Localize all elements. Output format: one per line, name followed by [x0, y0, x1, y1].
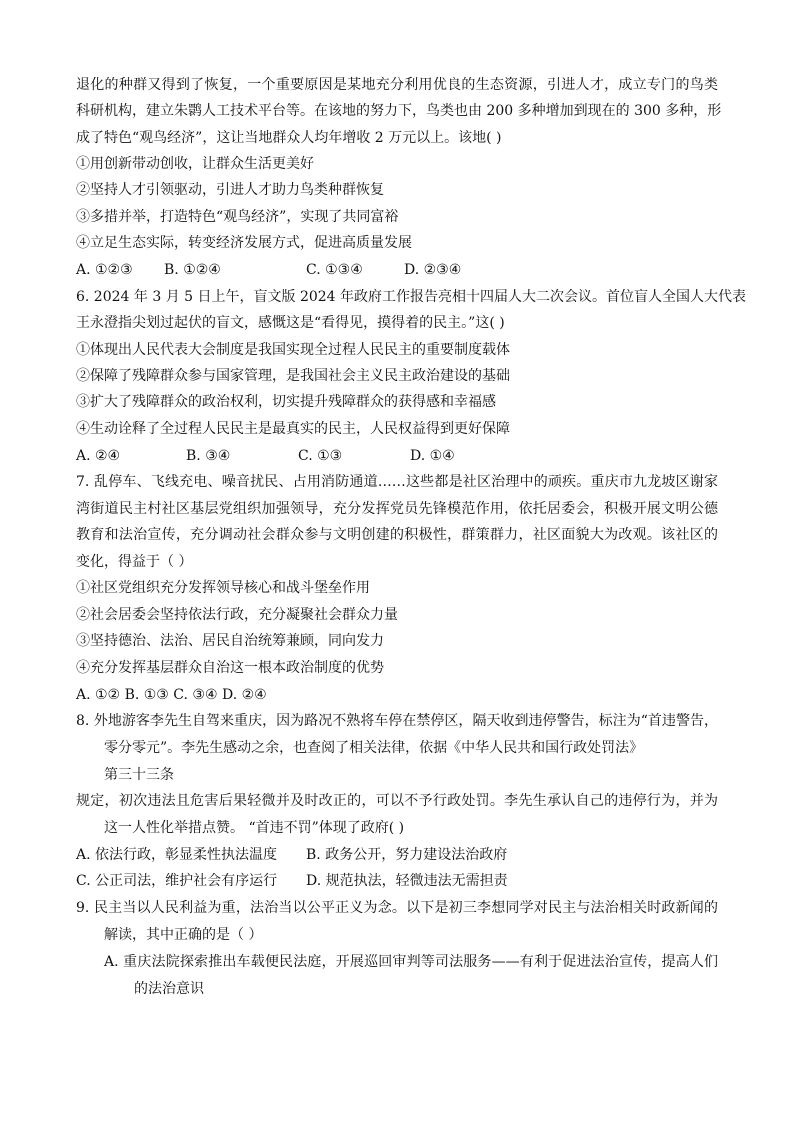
q5-stem-line-2: 科研机构，建立朱鹮人工技术平台等。在该地的努力下，鸟类也由 200 多种增加到现在的 300 多种，形	[76, 103, 722, 119]
q5-statement-1: ①用创新带动创收，让群众生活更美好	[76, 156, 314, 172]
q7-stem-line-1: 7. 乱停车、飞线充电、噪音扰民、占用消防通道……这些都是社区治理中的顽疾。重庆市九龙坡区谢家	[76, 474, 718, 490]
q6-statement-4: ④生动诠释了全过程人民民主是最真实的民主，人民权益得到更好保障	[76, 421, 510, 437]
q8-stem-line-2: 零分零元”。李先生感动之余，也查阅了相关法律，依据《中华人民共和国行政处罚法》	[104, 740, 644, 756]
q5-statement-3: ③多措并举，打造特色“观鸟经济”，实现了共同富裕	[76, 209, 399, 225]
q9-stem-line-2: 解读，其中正确的是（ ）	[104, 927, 263, 943]
q9-option-a-line-2: 的法治意识	[134, 981, 204, 997]
q6-option-b: B. ③④	[186, 448, 231, 464]
q8-article-heading: 第三十三条	[104, 767, 174, 783]
q9-stem-line-1: 9. 民主当以人民利益为重，法治当以公平正义为念。以下是初三李想同学对民主与法治相关时政新闻的	[76, 900, 718, 916]
q5-stem-line-1: 退化的种群又得到了恢复，一个重要原因是某地充分利用优良的生态资源，引进人才，成立专门的鸟类	[76, 77, 718, 93]
q8-stem-line-5: 这一人性化举措点赞。 “首违不罚”体现了政府( )	[104, 820, 405, 836]
q8-stem-line-4: 规定，初次违法且危害后果轻微并及时改正的，可以不予行政处罚。李先生承认自己的违停行为，并为	[76, 793, 718, 809]
q6-option-c: C. ①③	[298, 448, 343, 464]
q5-option-c: C. ①③④	[306, 262, 363, 278]
q6-statement-2: ②保障了残障群众参与国家管理，是我国社会主义民主政治建设的基础	[76, 368, 510, 384]
q5-stem-line-3: 成了特色“观鸟经济”，这让当地群众人均年增收 2 万元以上。该地( )	[76, 130, 502, 146]
q5-option-d: D. ②③④	[404, 262, 462, 278]
q8-option-d: D. 规范执法，轻微违法无需担责	[306, 873, 508, 889]
q7-stem-line-4: 变化，得益于（ ）	[76, 554, 193, 570]
q7-statement-1: ①社区党组织充分发挥领导核心和战斗堡垒作用	[76, 580, 370, 596]
q5-statement-2: ②坚持人才引领驱动，引进人才助力鸟类种群恢复	[76, 182, 384, 198]
q9-option-a-line-1: A. 重庆法院探索推出车载便民法庭，开展巡回审判等司法服务——有利于促进法治宣传，提高人们	[104, 954, 718, 970]
q8-option-a: A. 依法行政，彰显柔性执法温度	[76, 847, 278, 863]
q6-option-a: A. ②④	[76, 448, 121, 464]
q7-statement-3: ③坚持德治、法治、居民自治统筹兼顾，同向发力	[76, 633, 384, 649]
q8-stem-line-1: 8. 外地游客李先生自驾来重庆，因为路况不熟将车停在禁停区，隔天收到违停警告，标注为“首违警告，	[76, 713, 718, 729]
q7-stem-line-2: 湾街道民主村社区基层党组织加强领导，充分发挥党员先锋模范作用，依托居委会，积极开展文明公德	[76, 501, 718, 517]
q6-stem-line-2: 王永澄指尖划过起伏的盲文，感慨这是“看得见，摸得着的民主。”这( )	[76, 315, 505, 331]
q5-statement-4: ④立足生态实际，转变经济发展方式，促进高质量发展	[76, 235, 412, 251]
q7-statement-2: ②社会居委会坚持依法行政，充分凝聚社会群众力量	[76, 607, 398, 623]
q8-option-b: B. 政务公开，努力建设法治政府	[306, 847, 508, 863]
q7-statement-4: ④充分发挥基层群众自治这一根本政治制度的优势	[76, 660, 384, 676]
q5-option-b: B. ①②④	[164, 262, 221, 278]
q7-options: A. ①② B. ①③ C. ③④ D. ②④	[76, 687, 267, 703]
q6-statement-1: ①体现出人民代表大会制度是我国实现全过程人民民主的重要制度载体	[76, 342, 510, 358]
q7-stem-line-3: 教育和法治宣传，充分调动社会群众参与文明创建的积极性，群策群力，社区面貌大为改观。该社区的	[76, 527, 718, 543]
q6-stem-line-1: 6. 2024 年 3 月 5 日上午，盲文版 2024 年政府工作报告亮相十四届人大二次会议。首位盲人全国人大代表	[76, 289, 747, 305]
q5-option-a: A. ①②③	[76, 262, 133, 278]
q6-statement-3: ③扩大了残障群众的政治权利，切实提升残障群众的获得感和幸福感	[76, 394, 496, 410]
q8-option-c: C. 公正司法，维护社会有序运行	[76, 873, 278, 889]
q6-option-d: D. ①④	[410, 448, 455, 464]
